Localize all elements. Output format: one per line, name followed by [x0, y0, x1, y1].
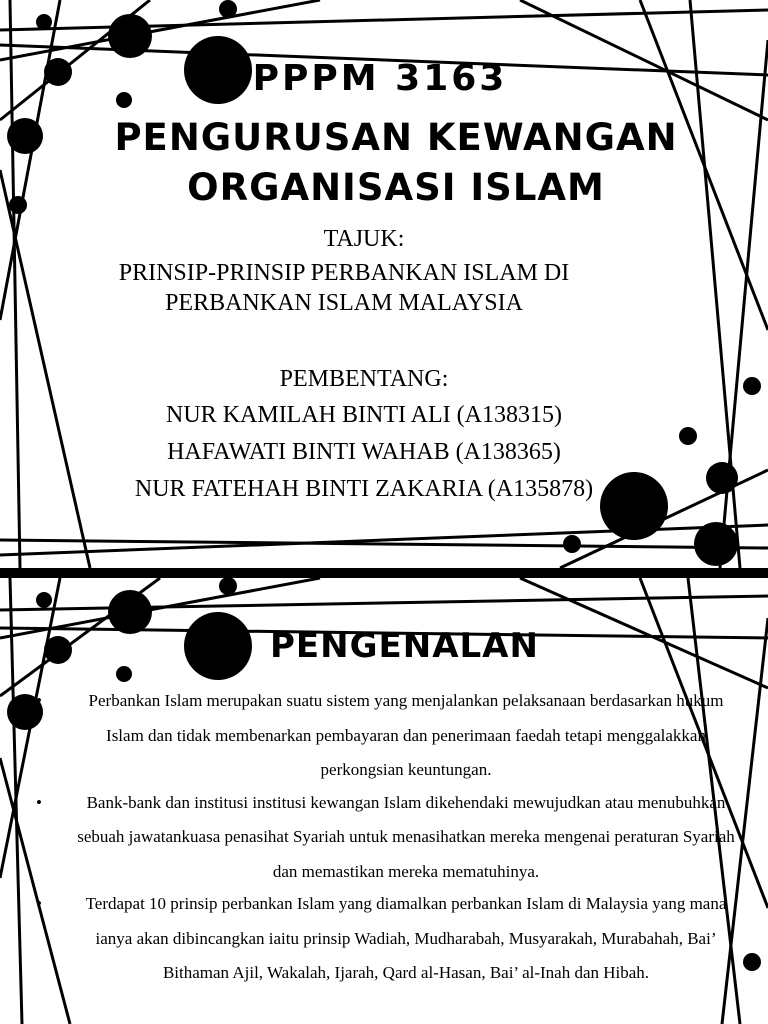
intro-slide: [0, 578, 768, 1024]
bullet-icon: •: [36, 792, 42, 812]
list-item: [36, 887, 736, 991]
list-item: [36, 684, 736, 788]
bullet-icon: •: [36, 894, 42, 913]
topic-heading: TAJUK:: [323, 226, 405, 252]
presenter-item: HAFAWATI BINTI WAHAB (A138365): [167, 439, 561, 465]
course-title-line2: ORGANISASI ISLAM: [187, 166, 605, 209]
presenter-item: NUR KAMILAH BINTI ALI (A138315): [166, 402, 562, 428]
bullet-text: Bank-bank dan institusi institusi kewangan Islam dikehendaki mewujudkan atau menubuhkan sebuah jawatankuasa penasihat Syariah untuk menasihatkan mereka mengenai peraturan Syariah dan memastikan mereka mematuhinya.: [77, 792, 735, 881]
course-code: PPPM 3163: [252, 58, 508, 99]
course-title-line1: PENGURUSAN KEWANGAN: [114, 116, 678, 159]
bullet-text: Perbankan Islam merupakan suatu sistem yang menjalankan pelaksanaan berdasarkan hukum Islam dan tidak membenarkan pembayaran dan penerimaan faedah tetapi menggalakkan perkongsian keuntungan.: [88, 691, 724, 779]
presenters-heading: PEMBENTANG:: [279, 366, 449, 392]
presenter-item: NUR FATEHAH BINTI ZAKARIA (A135878): [134, 476, 594, 502]
bullet-list: [36, 684, 736, 989]
bullet-icon: •: [36, 691, 42, 710]
bullet-text: Terdapat 10 prinsip perbankan Islam yang diamalkan perbankan Islam di Malaysia yang mana ianya akan dibincangkan iaitu prinsip Wadiah, Mudharabah, Musyarakah, Murabahah, Bai’ Bithaman Ajil, Wakalah, Ijarah, Qard al-Hasan, Bai’ al-Inah dan Hibah.: [85, 894, 727, 982]
list-item: [36, 786, 736, 890]
topic-line2: PERBANKAN ISLAM MALAYSIA: [165, 290, 523, 316]
topic-line1: PRINSIP-PRINSIP PERBANKAN ISLAM DI: [118, 260, 570, 286]
slide-title: PENGENALAN: [270, 626, 539, 666]
